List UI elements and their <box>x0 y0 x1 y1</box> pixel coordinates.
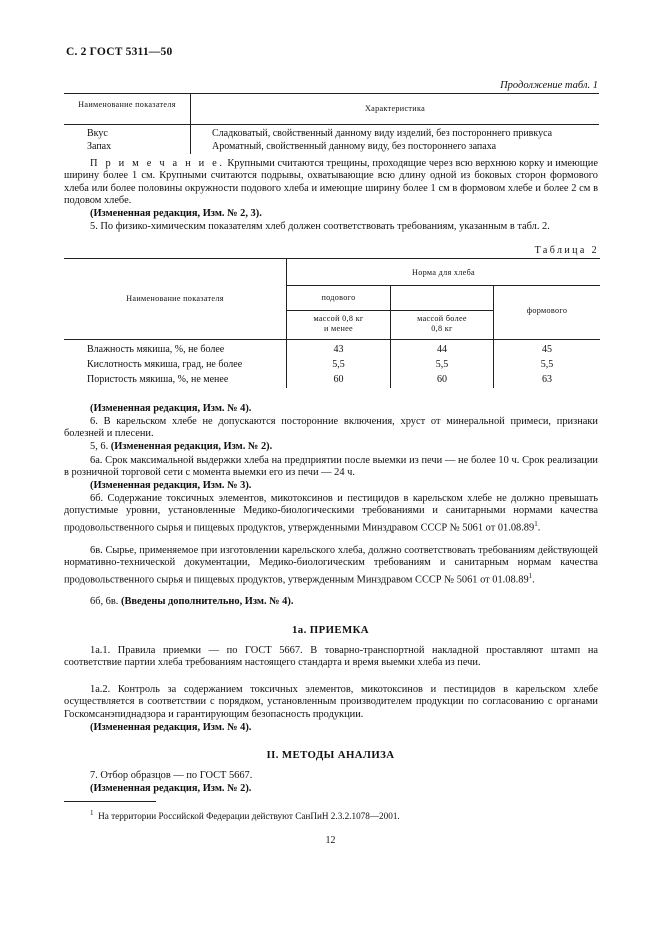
table-continuation-label: Продолжение табл. 1 <box>500 80 598 91</box>
table1-row-value: Сладковатый, свойственный данному виду изделий, без постороннего привкуса <box>212 128 553 139</box>
paragraph-6a: 6а. Срок максимальной выдержки хлеба на предприятии после выемки из печи — не более 10 ч. Срок реализации в розничной торговой сети с момента выемки его из печи — 24 ч. <box>64 455 598 479</box>
table1-row-value: Ароматный, свойственный данному виду, без постороннего запаха <box>212 141 497 152</box>
table2-divider <box>493 285 494 388</box>
paragraph-6: 6. В карельском хлебе не допускаются посторонние включения, хруст от минеральной примеси, признаки болезней и плесени. <box>64 416 598 440</box>
amendment-note: (Измененная редакция, Изм. № 3). <box>90 480 252 491</box>
paragraph-6v: 6в. Сырье, применяемое при изготовлении карельского хлеба, должно соответствовать требованиям действующей нормативно-технической документации, Медико-биологическим требованиям и санитарным нормам качества продовольственного сырья и пищевых продуктов, утвержденным Минздравом СССР № 5061 от 01.08.89$^1$. <box>64 545 598 586</box>
table2-cell: 5,5 <box>540 359 554 370</box>
table2-row-name: Пористость мякиша, %, не менее <box>87 374 229 385</box>
table2-subheader-rule <box>286 310 493 311</box>
table2-col-mass2-header <box>391 314 493 334</box>
amendment-note: (Измененная редакция, Изм. № 2). <box>90 783 252 794</box>
table1-col-name-header: Наименование показателя <box>78 100 176 109</box>
table2-caption: Таблица 2 <box>534 245 599 256</box>
section-heading-methods: II. МЕТОДЫ АНАЛИЗА <box>266 749 395 761</box>
note-label: П р и м е ч а н и е. <box>90 158 225 169</box>
page-header: С. 2 ГОСТ 5311—50 <box>66 46 173 58</box>
table2-col-mold-header: формового <box>526 306 568 315</box>
table2-cell: 44 <box>437 344 447 355</box>
amendment-note: (Измененная редакция, Изм. № 2, 3). <box>90 208 262 219</box>
page-number: 12 <box>325 835 336 846</box>
table1-row-name: Запах <box>87 141 112 152</box>
table2-col-mass1-line2: и менее <box>324 324 353 333</box>
table2-row-name: Влажность мякиша, %, не более <box>87 344 225 355</box>
paragraph-6b: 6б. Содержание токсичных элементов, микотоксинов и пестицидов в карельском хлебе не должно превышать допустимые уровни, установленные Медико-биологическими требованиями и санитарными нормами качества продовольственного сырья и пищевых продуктов, утвержденными Минздравом СССР № 5061 от 01.08.89$^1$. <box>64 493 598 534</box>
table1-header-rule <box>64 124 599 125</box>
table2-top-rule <box>64 258 600 259</box>
section-heading-acceptance: 1а. ПРИЕМКА <box>291 624 369 636</box>
table2-col-name-header: Наименование показателя <box>126 294 224 303</box>
table2-col-norm-header: Норма для хлеба <box>412 268 475 277</box>
note-text: Крупными считаются трещины, проходящие через всю верхнюю корку и имеющие ширину более 1 см. Крупными считаются подрывы, охватывающие всю длину одной из боковых сторон формового хлеба или более половины окружности подового хлеба и имеющие ширину более 1 см в формовом хлебе и более 2 см в подовом хлебе. <box>64 158 598 207</box>
footnote-mark: 1 <box>90 809 94 817</box>
table2-col-mass2-line2: 0,8 кг <box>431 324 453 333</box>
table2-cell: 43 <box>333 344 344 355</box>
table2-cell: 60 <box>333 374 344 385</box>
amendment-note: (Измененная редакция, Изм. № 4). <box>90 722 252 733</box>
note-paragraph <box>64 158 598 208</box>
table2-cell: 63 <box>542 374 552 385</box>
table2-cell: 5,5 <box>435 359 449 370</box>
table2-col-mass1-line1: массой 0,8 кг <box>313 314 364 323</box>
table1-row-name: Вкус <box>87 128 108 139</box>
paragraph-6v-text: 6в. Сырье, применяемое при изготовлении карельского хлеба, должно соответствовать требованиям действующей нормативно-технической документации, Медико-биологическим требованиям и санитарным нормам качества продовольственного сырья и пищевых продуктов, утвержденным Минздравом СССР № 5061 от 01.08.89 <box>64 545 598 586</box>
table2-col-mass1-header <box>287 314 390 334</box>
footnote-ref: 1 <box>528 571 533 580</box>
table2-cell: 45 <box>542 344 552 355</box>
amendment-prefix: 6б, 6в. <box>90 596 119 607</box>
footnote-text: На территории Российской Федерации действуют СанПиН 2.3.2.1078—2001. <box>98 811 400 822</box>
amendment-note: (Измененная редакция, Изм. № 4). <box>90 403 252 414</box>
amendment-note: (Введены дополнительно, Изм. № 4). <box>121 596 294 607</box>
footnote <box>90 809 400 821</box>
table2-subheader-rule <box>286 285 600 286</box>
paragraph-5: 5. По физико-химическим показателям хлеб должен соответствовать требованиям, указанным в табл. 2. <box>90 221 550 232</box>
table1-col-characteristic-header: Характеристика <box>364 104 426 113</box>
amendment-prefix: 5, 6. <box>90 441 109 452</box>
table1-top-rule <box>64 93 599 94</box>
table2-col-mass2-line1: массой более <box>417 314 467 323</box>
amendment-line <box>64 441 598 453</box>
table2-row-name: Кислотность мякиша, град, не более <box>87 359 243 370</box>
table2-divider <box>390 285 391 388</box>
paragraph-1a1: 1а.1. Правила приемки — по ГОСТ 5667. В товарно-транспортной накладной проставляют штамп на соответствие партии хлеба требованиям настоящего стандарта и время выемки хлеба из печи. <box>64 645 598 669</box>
paragraph-7: 7. Отбор образцов — по ГОСТ 5667. <box>90 770 253 781</box>
footnote-ref: 1 <box>534 519 538 528</box>
paragraph-6b-text: 6б. Содержание токсичных элементов, микотоксинов и пестицидов в карельском хлебе не должно превышать допустимые уровни, установленные Медико-биологическими требованиями и санитарными нормами качества продовольственного сырья и пищевых продуктов, утвержденными Минздравом СССР № 5061 от 01.08.89 <box>64 493 598 534</box>
footnote-separator <box>64 801 156 802</box>
table2-cell: 5,5 <box>332 359 345 370</box>
amendment-line <box>64 596 598 608</box>
paragraph-1a2: 1а.2. Контроль за содержанием токсичных элементов, микотоксинов и пестицидов в карельском хлебе осуществляется в соответствии с порядком, установленным производителем продукции по согласованию с органами Госкомсанэпиднадзора и гарантирующим безопасность продукции. <box>64 684 598 720</box>
amendment-note: (Измененная редакция, Изм. № 2). <box>110 441 273 452</box>
table2-header-rule <box>64 339 600 340</box>
table2-cell: 60 <box>437 374 447 385</box>
table2-col-hearth-header: подового <box>321 293 356 302</box>
